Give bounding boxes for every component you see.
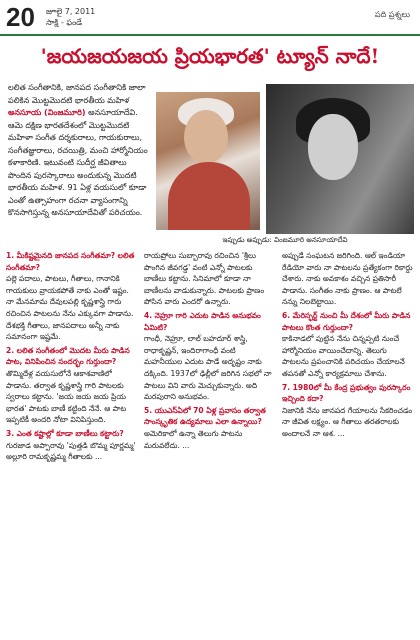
question: 5. యుఎస్ఏలో 70 ఏళ్ల ప్రవాసం తర్వాత సాంస్కృతిక ఉద్యమాలు ఎలా ఉన్నాయి?: [144, 405, 266, 427]
answer: నిజానికి నేను జానపద గేయాలను సేకరించడం నా జీవిత లక్ష్యం. ఆ గీతాలు తరతరాలకు అందాలనే నా ఆశ. ...: [282, 405, 413, 438]
intro-lead: లలిత సంగీతానికి, జానపద సంగీతానికి జాలా పలికిన మొట్టమొదటి భారతీయ మహిళ: [8, 83, 146, 105]
photo-young-portrait: [266, 84, 414, 234]
page-header: [0, 0, 420, 36]
section-name: పది ప్రశ్నలు: [374, 10, 410, 19]
question: 4. నెహ్రూ గారి ఎదుట పాడిన అనుభవం ఏమిటి?: [144, 310, 261, 332]
edition-name: సాక్షి - ఫండే: [46, 18, 83, 27]
intro-highlight: అనసూయ (వింజమూరి): [8, 108, 86, 117]
answer: కాకినాడలో పుట్టిన నేను చిన్నప్పటి నుంచే హార్మోనియం వాయించేదాన్ని. తెలుగు పాటలను ప్రపంచానికి పరిచయం చేయాలనే తపనతో ఎన్నో కార్యక్రమాలు చేశాను.: [282, 334, 405, 378]
article-column-2: [144, 250, 276, 453]
headline: 'జయజయజయ ప్రియభారత' ట్యూన్ నాదే!: [40, 44, 380, 68]
page-number: 20: [6, 2, 35, 32]
page-meta: [46, 6, 95, 28]
article-column-3: [282, 250, 414, 442]
answer: గాంధీ, నెహ్రూ, లాల్ బహదూర్ శాస్త్రి, రాధాకృష్ణన్, ఇందిరాగాంధీ వంటి మహనీయుల ఎదుట పాడే అదృష్టం నాకు దక్కింది. 1937లో ఢిల్లీలో జరిగిన సభలో నా పాటలు విని వారు మెచ్చుకున్నారు. అది మరపురాని అనుభవం.: [144, 334, 272, 402]
article-column-1: [6, 250, 138, 465]
question: 1. మీకిష్టమైనది జానపద సంగీతమా? లలిత సంగీతమా?: [6, 251, 135, 272]
answer: అప్పుడే సంఘటన జరిగింది. ఆల్ ఇండియా రేడియో వారు నా పాటలను ప్రత్యేకంగా రికార్డు చేశారు. నాకు అవకాశం వచ్చిన ప్రతిసారీ పాడాను. సంగీతం నాకు ప్రాణం. ఆ పాటలే నన్ను నిలబెట్టాయి.: [282, 251, 413, 307]
photo-caption: ఇప్పుడు అప్పుడు: వింజమూరి అనసూయాదేవి: [222, 236, 348, 244]
photo-elderly-portrait: [156, 92, 260, 230]
issue-date: జూలై 7, 2011: [46, 7, 96, 16]
intro-body: అనసూయాదేవి. ఆమె దక్షిణ భారతదేశంలో మొట్టమొదటి మహిళా సంగీత దర్శకురాలు, గాయకురాలు, సంగీతజ్ఞురాలు, రచయిత్రి, మంచి హార్మోనియం కళాకారిణి. ఇటువంటి సుదీర్ఘ జీవితాలు పొందిన పురస్కారాలు అందుకున్న మొదటి భారతీయ మహిళ. 91 ఏళ్ల వయసులో కూడా ఎంతో ఉత్సాహంగా రచనా వ్యాసంగాన్ని కొనసాగిస్తున్న అనసూయాదేవితో పరిచయం.: [8, 108, 148, 217]
question: 2. లలిత సంగీతంలో మొదట మీరు పాడిన పాట, వినిపించిన సందర్భం గుర్తుందా?: [6, 345, 130, 367]
answer: తొమ్మిదేళ్ల వయసులోనే ఆకాశవాణిలో పాడాను. తర్వాత కృష్ణశాస్త్రి గారి పాటలకు స్వరాలు కట్టాను. 'జయ జయ జయ ప్రియ భారత' పాటకు బాణీ కట్టింది నేనే. ఆ పాట ఇప్పటికీ అందరి నోటా వినిపిస్తుంది.: [6, 368, 127, 425]
question: 3. ఎంత కష్టాల్లో కూడా బాణీలు కట్టారు?: [6, 428, 124, 438]
question: 6. మేరిస్ఫర్ట్ నుంచి మీ దేశంలో మీరు పాడిన పాటలు కొంత గుర్తుందా?: [282, 310, 411, 332]
answer: పల్లె పదాలు, పాటలు, గీతాలు, గానానికి గాయకులు వ్రాయకపోతే నాకు ఎంతో ఇష్టం. నా మేనమామ దేవులపల్లి కృష్ణశాస్త్రి గారు రచించిన పాటలను నేను ఎక్కువగా పాడాను. దేశభక్తి గీతాలు, జానపదాలు అన్నీ నాకు సమానంగా ఇష్టమే.: [6, 274, 134, 342]
answer: రాయప్రోలు సుబ్బారావు రచించిన 'శ్రీలు పొంగిన జీవగడ్డ' వంటి ఎన్నో పాటలకు బాణీలు కట్టాను. సినిమాలో కూడా నా బాణీలను వాడుకున్నారు. పాటలకు ప్రాణం పోసిన వారు ఎందరో ఉన్నారు.: [144, 251, 265, 307]
answer: గురజాడ అప్పారావు 'పుత్తడి బొమ్మ పూర్ణమ్మ' అల్లూరి రామకృష్ణమ్మ గీతాలకు ...: [6, 440, 136, 462]
intro-paragraph: [8, 82, 150, 220]
answer: అమెరికాలో ఉన్నా తెలుగు పాటను మరువలేదు. ...: [144, 428, 243, 450]
question: 7. 1980లో మీ కేంద్ర ప్రభుత్వం పురస్కారం ఇచ్చింది కదా?: [282, 382, 411, 404]
